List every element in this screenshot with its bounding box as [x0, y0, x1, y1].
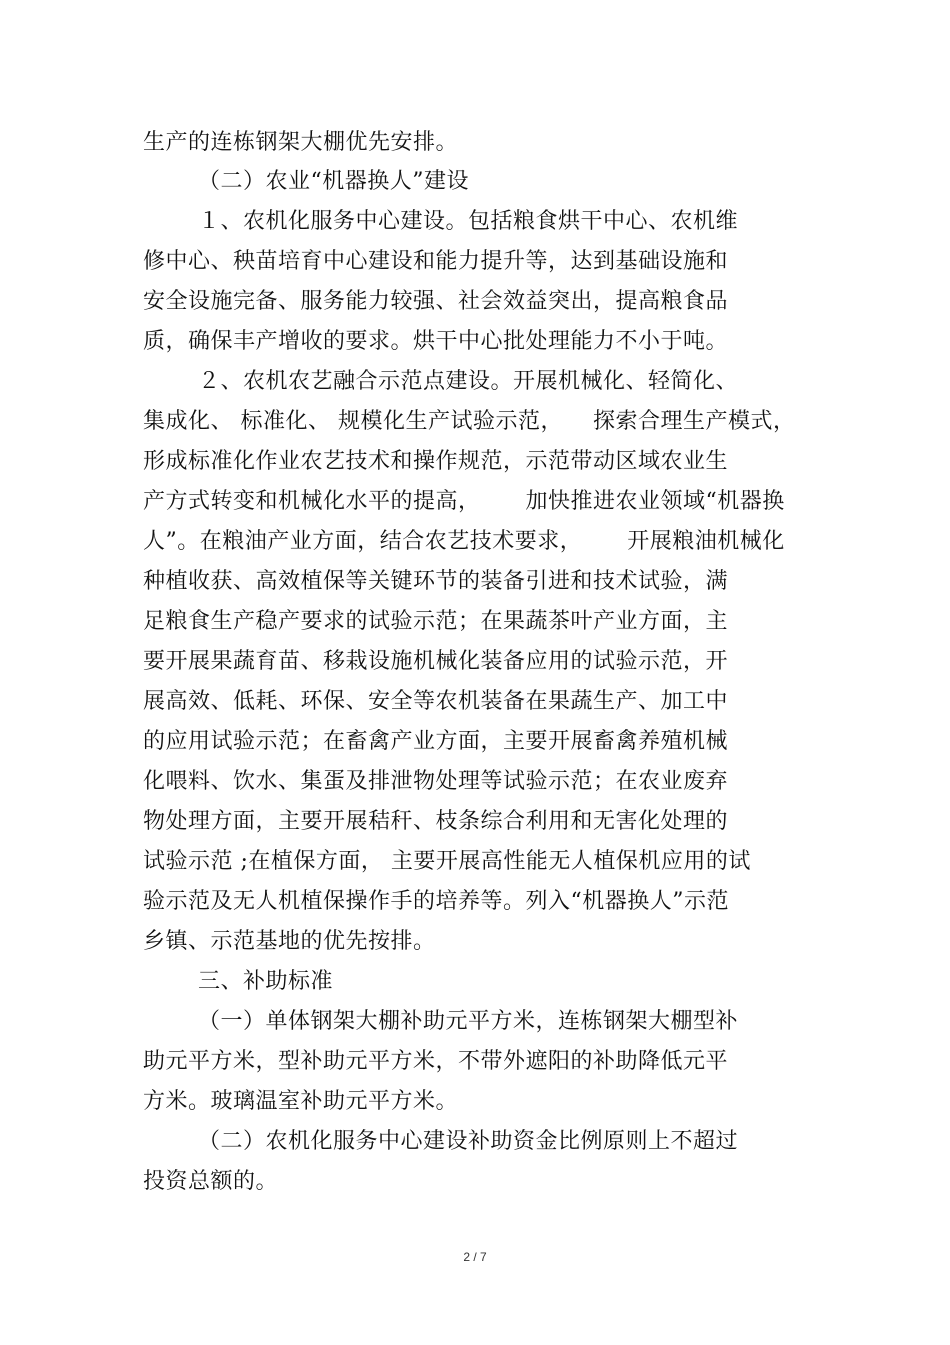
text-line: 质，确保丰产增收的要求。烘干中心批处理能力不小于吨。	[143, 329, 729, 354]
section-heading: （二）农业“机器换人”建设	[198, 169, 469, 194]
text-line: 展高效、低耗、环保、安全等农机装备在果蔬生产、加工中	[143, 689, 729, 714]
text-line: 集成化、 标准化、 规模化生产试验示范， 探索合理生产模式，	[143, 409, 796, 434]
text-line: １、农机化服务中心建设。包括粮食烘干中心、农机维	[198, 209, 739, 234]
text-line: （二）农机化服务中心建设补助资金比例原则上不超过	[198, 1129, 739, 1154]
text-line: （一）单体钢架大棚补助元平方米，连栋钢架大棚型补	[198, 1009, 739, 1034]
text-line: 形成标准化作业农艺技术和操作规范，示范带动区域农业生	[143, 449, 729, 474]
text-line: 生产的连栋钢架大棚优先安排。	[143, 130, 459, 155]
text-line: 种植收获、高效植保等关键环节的装备引进和技术试验，满	[143, 569, 729, 594]
text-line: ２、农机农艺融合示范点建设。开展机械化、轻简化、	[198, 369, 739, 394]
text-line: 的应用试验示范；在畜禽产业方面，主要开展畜禽养殖机械	[143, 729, 729, 754]
text-line: 足粮食生产稳产要求的试验示范；在果蔬茶叶产业方面，主	[143, 609, 729, 634]
text-line: 要开展果蔬育苗、移栽设施机械化装备应用的试验示范，开	[143, 649, 729, 674]
text-line: 产方式转变和机械化水平的提高， 加快推进农业领域“机器换	[143, 489, 785, 514]
text-line: 验示范及无人机植保操作手的培养等。列入“机器换人”示范	[143, 889, 729, 914]
text-line: 人”。在粮油产业方面，结合农艺技术要求， 开展粮油机械化	[143, 529, 785, 554]
text-line: 安全设施完备、服务能力较强、社会效益突出，提高粮食品	[143, 289, 729, 314]
text-line: 投资总额的。	[143, 1169, 279, 1194]
text-line: 助元平方米，型补助元平方米，不带外遮阳的补助降低元平	[143, 1049, 729, 1074]
text-line: 试验示范 ;在植保方面， 主要开展高性能无人植保机应用的试	[143, 849, 751, 874]
text-line: 乡镇、示范基地的优先按排。	[143, 929, 436, 954]
text-line: 方米。玻璃温室补助元平方米。	[143, 1089, 459, 1114]
text-line: 修中心、秧苗培育中心建设和能力提升等，达到基础设施和	[143, 249, 729, 274]
page-number: 2 / 7	[463, 1250, 487, 1264]
text-line: 化喂料、饮水、集蛋及排泄物处理等试验示范；在农业废弃	[143, 769, 729, 794]
text-line: 物处理方面，主要开展秸秆、枝条综合利用和无害化处理的	[143, 809, 729, 834]
section-heading: 三、补助标准	[198, 969, 334, 994]
